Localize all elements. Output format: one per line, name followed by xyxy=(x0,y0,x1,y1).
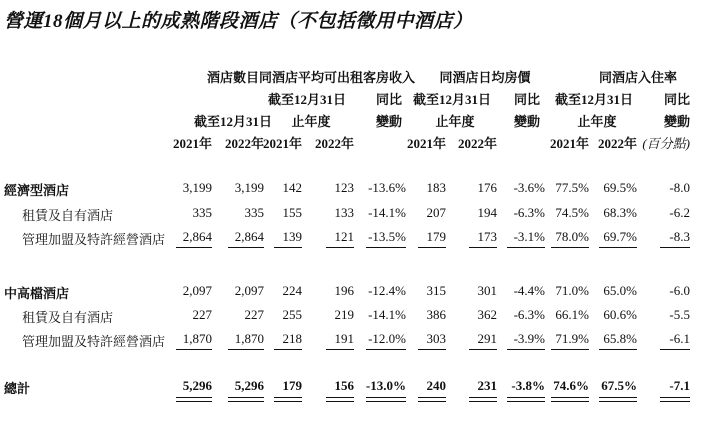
table-cell: 362 xyxy=(477,307,497,322)
header-change2-occ: 變動 xyxy=(663,114,690,129)
table-cell: 335 xyxy=(244,205,264,220)
table-cell: 156 xyxy=(334,378,354,393)
subtotal-underline xyxy=(551,247,589,248)
total-double-underline xyxy=(418,397,446,402)
header-year-2022: 2022年 xyxy=(597,136,637,151)
table-cell: -3.9% xyxy=(513,331,545,346)
table-cell: 155 xyxy=(282,205,302,220)
table-cell: 315 xyxy=(426,283,446,298)
header-year-2021: 2021年 xyxy=(406,136,446,151)
table-cell: 176 xyxy=(477,180,497,195)
subtotal-underline xyxy=(326,247,354,248)
header-year-2022: 2022年 xyxy=(314,136,354,151)
table-cell: -13.5% xyxy=(368,229,406,244)
total-double-underline xyxy=(469,397,497,402)
table-cell: 142 xyxy=(282,180,302,195)
row-label: 管理加盟及特許經營酒店 xyxy=(22,334,166,349)
total-double-underline xyxy=(366,397,406,402)
table-cell: 2,097 xyxy=(234,283,264,298)
header-hotel-count: 酒店數目 xyxy=(206,70,260,85)
subtotal-underline xyxy=(228,349,264,350)
header-change1-adr: 同比 xyxy=(513,92,540,107)
header-period2-adr: 止年度 xyxy=(435,114,475,129)
table-cell: 207 xyxy=(426,205,446,220)
row-label: 總計 xyxy=(4,381,31,396)
table-cell: 183 xyxy=(426,180,446,195)
table-cell: 173 xyxy=(477,229,497,244)
header-period-revpar: 截至12月31日 xyxy=(267,92,347,107)
table-cell: -12.0% xyxy=(368,331,406,346)
table-cell: 224 xyxy=(282,283,302,298)
table-cell: 3,199 xyxy=(234,180,264,195)
table-cell: 133 xyxy=(334,205,354,220)
header-year-2021: 2021年 xyxy=(262,136,302,151)
total-double-underline xyxy=(551,397,589,402)
table-cell: -8.3 xyxy=(669,229,690,244)
table-cell: 74.5% xyxy=(555,205,589,220)
table-cell: 227 xyxy=(244,307,264,322)
subtotal-underline xyxy=(326,349,354,350)
table-cell: -3.1% xyxy=(513,229,545,244)
table-cell: 74.6% xyxy=(553,378,589,393)
row-label: 租賃及自有酒店 xyxy=(22,310,114,325)
total-double-underline xyxy=(599,397,637,402)
header-period-count: 截至12月31日 xyxy=(193,114,273,129)
header-year-2021: 2021年 xyxy=(549,136,589,151)
subtotal-underline xyxy=(660,247,690,248)
total-double-underline xyxy=(326,397,354,402)
subtotal-underline xyxy=(599,349,637,350)
table-cell: 67.5% xyxy=(601,378,637,393)
header-period-adr: 截至12月31日 xyxy=(412,92,492,107)
header-period2-revpar: 止年度 xyxy=(291,114,331,129)
table-cell: 60.6% xyxy=(603,307,637,322)
table-cell: -6.1 xyxy=(669,331,690,346)
subtotal-underline xyxy=(274,349,302,350)
table-cell: 227 xyxy=(192,307,212,322)
table-cell: 196 xyxy=(334,283,354,298)
table-cell: 191 xyxy=(334,331,354,346)
table-cell: 5,296 xyxy=(182,378,212,393)
table-cell: 335 xyxy=(192,205,212,220)
table-cell: -13.0% xyxy=(365,378,406,393)
table-cell: 139 xyxy=(282,229,302,244)
table-cell: 2,864 xyxy=(234,229,264,244)
header-year-2022: 2022年 xyxy=(457,136,497,151)
header-change1-revpar: 同比 xyxy=(375,92,402,107)
header-change2-revpar: 變動 xyxy=(375,114,402,129)
subtotal-underline xyxy=(599,247,637,248)
table-cell: 255 xyxy=(282,307,302,322)
table-cell: 2,864 xyxy=(182,229,212,244)
table-cell: 77.5% xyxy=(555,180,589,195)
total-double-underline xyxy=(176,397,212,402)
subtotal-underline xyxy=(176,247,212,248)
table-cell: 65.0% xyxy=(603,283,637,298)
table-cell: 66.1% xyxy=(555,307,589,322)
table-cell: 1,870 xyxy=(234,331,264,346)
table-cell: 121 xyxy=(334,229,354,244)
row-label: 管理加盟及特許經營酒店 xyxy=(22,232,166,247)
table-cell: -14.1% xyxy=(368,307,406,322)
table-cell: 65.8% xyxy=(603,331,637,346)
table-cell: 219 xyxy=(334,307,354,322)
table-cell: 301 xyxy=(477,283,497,298)
table-cell: -6.2 xyxy=(669,205,690,220)
page-title: 營運18個月以上的成熟階段酒店（不包括徵用中酒店） xyxy=(4,11,473,32)
table-cell: -5.5 xyxy=(669,307,690,322)
table-cell: -3.6% xyxy=(513,180,545,195)
table-cell: 179 xyxy=(426,229,446,244)
table-cell: 68.3% xyxy=(603,205,637,220)
table-cell: 3,199 xyxy=(182,180,212,195)
table-cell: -6.3% xyxy=(513,205,545,220)
subtotal-underline xyxy=(660,349,690,350)
header-adr: 同酒店日均房價 xyxy=(439,70,531,85)
subtotal-underline xyxy=(551,349,589,350)
header-change1-occ: 同比 xyxy=(663,92,690,107)
subtotal-underline xyxy=(274,247,302,248)
table-cell: 69.7% xyxy=(603,229,637,244)
table-cell: 194 xyxy=(477,205,497,220)
table-cell: 240 xyxy=(426,378,446,393)
total-double-underline xyxy=(274,397,302,402)
header-period2-occ: 止年度 xyxy=(577,114,617,129)
subtotal-underline xyxy=(228,247,264,248)
subtotal-underline xyxy=(507,349,545,350)
table-cell: 386 xyxy=(426,307,446,322)
subtotal-underline xyxy=(366,349,406,350)
subtotal-underline xyxy=(469,247,497,248)
header-period-occ: 截至12月31日 xyxy=(554,92,634,107)
header-year-2022: 2022年 xyxy=(224,136,264,151)
header-occupancy: 同酒店入住率 xyxy=(598,70,678,85)
table-cell: 218 xyxy=(282,331,302,346)
table-cell: -7.1 xyxy=(669,378,690,393)
subtotal-underline xyxy=(176,349,212,350)
table-cell: 69.5% xyxy=(603,180,637,195)
subtotal-underline xyxy=(507,247,545,248)
header-unit-note: (百分點) xyxy=(642,136,690,151)
table-cell: 71.0% xyxy=(555,283,589,298)
table-cell: -6.3% xyxy=(513,307,545,322)
table-cell: 303 xyxy=(426,331,446,346)
total-double-underline xyxy=(228,397,264,402)
subtotal-underline xyxy=(418,247,446,248)
table-cell: -14.1% xyxy=(368,205,406,220)
total-double-underline xyxy=(507,397,545,402)
header-year-2021: 2021年 xyxy=(172,136,212,151)
table-cell: -3.8% xyxy=(511,378,545,393)
row-label: 經濟型酒店 xyxy=(4,183,70,198)
table-cell: 5,296 xyxy=(234,378,264,393)
subtotal-underline xyxy=(469,349,497,350)
table-cell: -13.6% xyxy=(368,180,406,195)
table-cell: 78.0% xyxy=(555,229,589,244)
table-cell: 123 xyxy=(334,180,354,195)
table-cell: -12.4% xyxy=(368,283,406,298)
row-label: 租賃及自有酒店 xyxy=(22,208,114,223)
subtotal-underline xyxy=(418,349,446,350)
header-change2-adr: 變動 xyxy=(513,114,540,129)
subtotal-underline xyxy=(366,247,406,248)
table-cell: -4.4% xyxy=(513,283,545,298)
header-revpar: 同酒店平均可出租客房收入 xyxy=(258,70,416,85)
row-label: 中高檔酒店 xyxy=(4,286,70,301)
table-cell: -6.0 xyxy=(669,283,690,298)
table-cell: 291 xyxy=(477,331,497,346)
table-cell: 71.9% xyxy=(555,331,589,346)
table-cell: 2,097 xyxy=(182,283,212,298)
table-cell: 231 xyxy=(477,378,497,393)
table-cell: 1,870 xyxy=(182,331,212,346)
total-double-underline xyxy=(660,397,690,402)
table-cell: 179 xyxy=(282,378,302,393)
table-cell: -8.0 xyxy=(669,180,690,195)
